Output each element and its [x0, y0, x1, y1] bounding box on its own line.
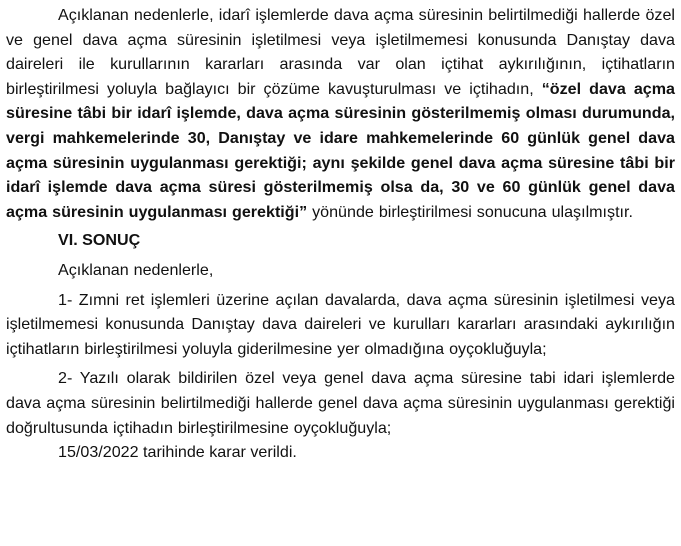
intro-line: Açıklanan nedenlerle,	[58, 260, 214, 279]
section-heading: VI. SONUÇ	[58, 231, 141, 250]
paragraph-outro-text: yönünde birleştirilmesi sonucuna ulaşılmıştır.	[307, 202, 633, 221]
paragraph-intro-text: Açıklanan nedenlerle, idarî işlemlerde dava açma süresinin belirtilmediği hallerde özel ve genel dava açma süresinin işletilmesi veya işletilmemesi konusunda Danıştay dava daireleri ile kurullarının kararları arasında var olan içtihat aykırılığının, içtihatların birleştirilmesi yoluyla bağlayıcı bir çözüme kavuşturulması ve içtihadın,	[6, 6, 675, 98]
conclusion-paragraph	[6, 3, 675, 224]
decision-item-2: 2- Yazılı olarak bildirilen özel veya genel dava açma süresine tabi idari işlemlerde dava açma süresinin belirtilmediği hallerde genel dava açma süresinin uygulanması gerektiği doğrultusunda içtihadın birleştirilmesine oyçokluğuyla;	[6, 369, 675, 437]
decision-date-line: 15/03/2022 tarihinde karar verildi.	[58, 443, 297, 462]
decision-item-1: 1- Zımni ret işlemleri üzerine açılan davalarda, dava açma süresinin işletilmesi veya işletilmemesi konusunda Danıştay dava daireleri ve kurulları kararları arasındaki aykırılığın içtihatların birleştirilmesi yoluyla giderilmesine yer olmadığına oyçokluğuyla;	[6, 290, 675, 358]
paragraph-bold-quote: “özel dava açma süresine tâbi bir idarî işlemde, dava açma süresinin gösterilmemiş olması durumunda, vergi mahkemelerinde 30, Danıştay ve idare mahkemelerinde 60 günlük genel dava açma süresinin uygulanması gerektiği; aynı şekilde genel dava açma süresine tâbi bir idarî işlemde dava açma süresi gösterilmemiş olsa da, 30 ve 60 günlük genel dava açma süresinin uygulanması gerektiği”	[6, 79, 675, 221]
